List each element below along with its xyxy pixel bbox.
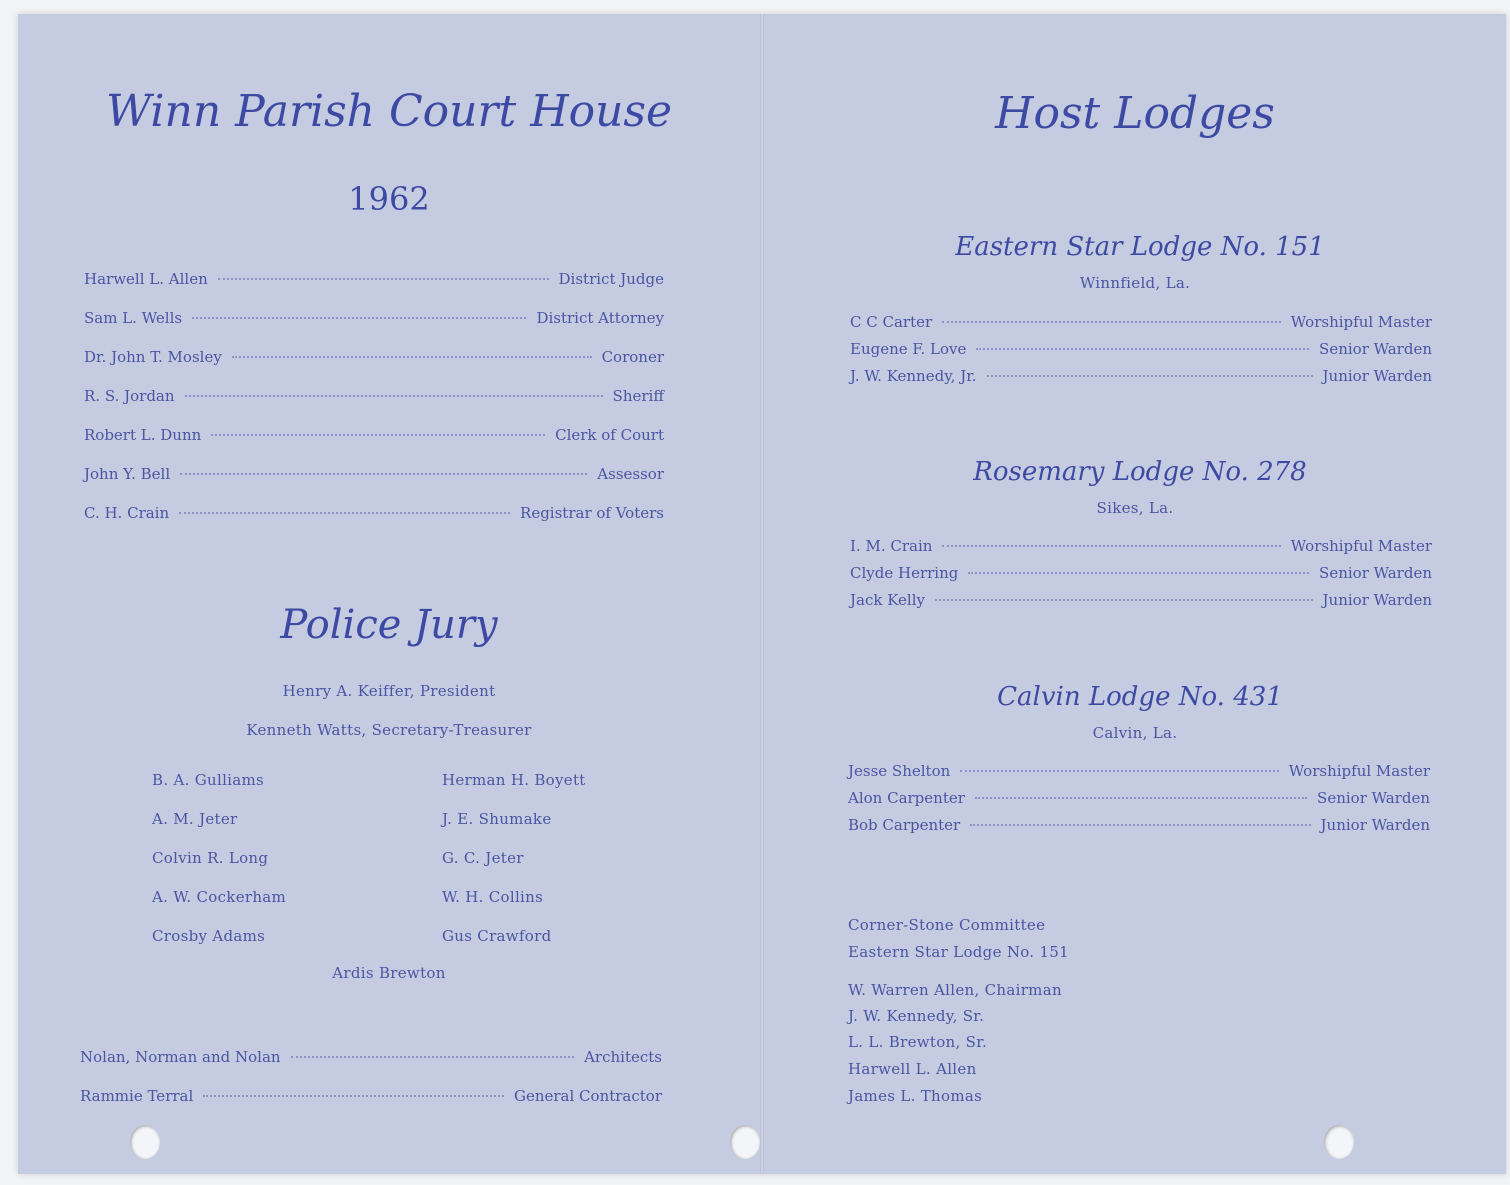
leader-dots — [935, 599, 1313, 601]
officer-name: Clyde Herring — [850, 564, 959, 582]
officer-row — [850, 564, 1432, 582]
year: 1962 — [348, 180, 430, 218]
binding-hole — [730, 1125, 760, 1159]
contractor-name: Nolan, Norman and Nolan — [80, 1048, 281, 1066]
leader-dots — [970, 824, 1310, 826]
leader-dots — [232, 356, 592, 358]
officer-title: Worshipful Master — [1288, 762, 1430, 780]
official-title: Assessor — [597, 465, 664, 483]
official-title: District Judge — [558, 270, 664, 288]
official-title: Clerk of Court — [555, 426, 664, 444]
official-name: John Y. Bell — [84, 465, 171, 483]
contractor-role: Architects — [584, 1048, 662, 1066]
officer-row — [850, 367, 1432, 385]
officer-row — [850, 340, 1432, 358]
official-name: Harwell L. Allen — [84, 270, 208, 288]
official-name: Dr. John T. Mosley — [84, 348, 222, 366]
contractor-name: Rammie Terral — [80, 1087, 194, 1105]
official-row — [84, 387, 664, 405]
officer-name: J. W. Kennedy, Jr. — [850, 367, 977, 385]
lodge-name: Calvin Lodge No. 431 — [997, 682, 1283, 712]
officer-name: I. M. Crain — [850, 537, 933, 555]
jury-member: Gus Crawford — [442, 927, 552, 945]
officer-title: Senior Warden — [1319, 564, 1432, 582]
jury-member: Herman H. Boyett — [442, 771, 586, 789]
official-name: Robert L. Dunn — [84, 426, 202, 444]
page-title: Winn Parish Court House — [105, 86, 673, 137]
official-title: District Attorney — [536, 309, 664, 327]
officer-title: Worshipful Master — [1290, 313, 1432, 331]
leader-dots — [942, 321, 1281, 323]
leader-dots — [960, 770, 1279, 772]
officer-title: Worshipful Master — [1290, 537, 1432, 555]
leader-dots — [976, 348, 1309, 350]
host-lodges-title: Host Lodges — [995, 88, 1275, 139]
official-title: Coroner — [601, 348, 664, 366]
jury-member: Colvin R. Long — [152, 849, 269, 867]
leader-dots — [192, 317, 526, 319]
jury-member: Ardis Brewton — [332, 964, 446, 982]
officer-title: Senior Warden — [1317, 789, 1430, 807]
officer-row — [848, 762, 1430, 780]
committee-lodge: Eastern Star Lodge No. 151 — [848, 943, 1069, 961]
leader-dots — [180, 473, 587, 475]
jury-president: Henry A. Keiffer, President — [282, 682, 496, 700]
official-name: R. S. Jordan — [84, 387, 175, 405]
committee-member: Harwell L. Allen — [848, 1060, 977, 1078]
jury-member: Crosby Adams — [152, 927, 266, 945]
leader-dots — [203, 1095, 504, 1097]
official-title: Registrar of Voters — [520, 504, 664, 522]
official-row — [84, 309, 664, 327]
leader-dots — [211, 434, 545, 436]
leader-dots — [218, 278, 549, 280]
committee-member: W. Warren Allen, Chairman — [848, 981, 1062, 999]
officer-row — [848, 816, 1430, 834]
official-title: Sheriff — [612, 387, 664, 405]
officer-title: Senior Warden — [1319, 340, 1432, 358]
binding-hole — [130, 1125, 160, 1159]
contractor-role: General Contractor — [513, 1087, 662, 1105]
leader-dots — [185, 395, 603, 397]
official-row — [84, 348, 664, 366]
lodge-location: Calvin, La. — [1092, 724, 1178, 742]
officer-title: Junior Warden — [1322, 367, 1432, 385]
contractor-row — [80, 1048, 662, 1066]
official-row — [84, 270, 664, 288]
jury-member: G. C. Jeter — [442, 849, 524, 867]
officer-name: Bob Carpenter — [848, 816, 961, 834]
jury-member: W. H. Collins — [442, 888, 544, 906]
leader-dots — [179, 512, 510, 514]
leader-dots — [291, 1056, 575, 1058]
booklet-spread — [18, 14, 1506, 1174]
leader-dots — [968, 572, 1309, 574]
officer-title: Junior Warden — [1320, 816, 1430, 834]
official-row — [84, 504, 664, 522]
lodge-location: Winnfield, La. — [1079, 274, 1191, 292]
official-name: C. H. Crain — [84, 504, 170, 522]
lodge-name: Rosemary Lodge No. 278 — [973, 457, 1307, 487]
leader-dots — [942, 545, 1280, 547]
official-row — [84, 465, 664, 483]
right-page — [764, 14, 1506, 1174]
officer-row — [850, 313, 1432, 331]
police-jury-heading: Police Jury — [280, 602, 498, 648]
contractor-row — [80, 1087, 662, 1105]
jury-member: A. W. Cockerham — [152, 888, 287, 906]
official-name: Sam L. Wells — [84, 309, 183, 327]
officer-title: Junior Warden — [1322, 591, 1432, 609]
left-page — [18, 14, 760, 1174]
committee-member: J. W. Kennedy, Sr. — [848, 1007, 985, 1025]
official-row — [84, 426, 664, 444]
committee-member: L. L. Brewton, Sr. — [848, 1033, 988, 1051]
lodge-location: Sikes, La. — [1096, 499, 1174, 517]
leader-dots — [987, 375, 1313, 377]
officer-row — [848, 789, 1430, 807]
officer-name: Jesse Shelton — [848, 762, 951, 780]
jury-member: A. M. Jeter — [152, 810, 238, 828]
officer-name: Alon Carpenter — [848, 789, 965, 807]
leader-dots — [975, 797, 1307, 799]
jury-member: B. A. Gulliams — [152, 771, 265, 789]
committee-heading: Corner-Stone Committee — [848, 916, 1046, 934]
binding-hole — [1324, 1125, 1354, 1159]
officer-name: C C Carter — [850, 313, 933, 331]
officer-row — [850, 591, 1432, 609]
jury-member: J. E. Shumake — [442, 810, 552, 828]
officer-name: Jack Kelly — [850, 591, 925, 609]
officer-row — [850, 537, 1432, 555]
officer-name: Eugene F. Love — [850, 340, 967, 358]
lodge-name: Eastern Star Lodge No. 151 — [955, 232, 1325, 262]
committee-member: James L. Thomas — [848, 1087, 983, 1105]
jury-secretary: Kenneth Watts, Secretary-Treasurer — [246, 721, 532, 739]
